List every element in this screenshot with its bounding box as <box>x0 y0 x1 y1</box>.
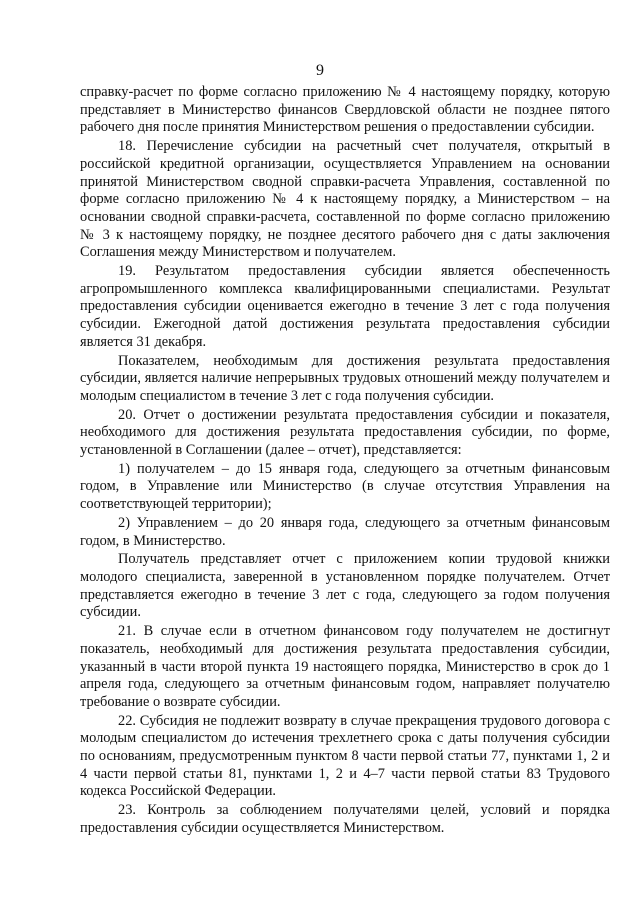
paragraph-18: 18. Перечисление субсидии на расчетный счет получателя, открытый в российской кредитной организации, осуществляется Управлением на основании принятой Министерством сводной справки-расчета Управления, составленной по форме согласно приложению № 4 к настоящему порядку, а Министерством – на основании сводной справки-расчета, составленной по форме согласно приложению № 3 к настоящему порядку, не позднее десятого рабочего дня с даты заключения Соглашения между Министерством и получателем. <box>80 138 610 261</box>
paragraph-22: 22. Субсидия не подлежит возврату в случае прекращения трудового договора с молодым специалистом до истечения трехлетнего срока с даты получения субсидии по основаниям, предусмотренным пунктом 8 части первой статьи 77, пунктами 1, 2 и 4 части первой статьи 81, пунктами 1, 2 и 4–7 части первой статьи 83 Трудового кодекса Российской Федерации. <box>80 712 610 800</box>
paragraph-20-item-1: 1) получателем – до 15 января года, следующего за отчетным финансовым годом, в Управление или Министерство (в случае отсутствия Управления на соответствующей территории); <box>80 460 610 513</box>
page-number: 9 <box>316 62 324 79</box>
paragraph-continuation: справку-расчет по форме согласно приложению № 4 настоящему порядку, которую представляет в Министерство финансов Свердловской области не позднее пятого рабочего дня после принятия Министерством решения о предоставлении субсидии. <box>80 84 610 136</box>
paragraph-indicator: Показателем, необходимым для достижения результата предоставления субсидии, является наличие непрерывных трудовых отношений между получателем и молодым специалистом в течение 3 лет с года получения субсидии. <box>80 352 610 404</box>
paragraph-report: Получатель представляет отчет с приложением копии трудовой книжки молодого специалиста, заверенной в установленном порядке получателем. Отчет представляется ежегодно в течение 3 лет с года, следующего за годом получения субсидии. <box>80 551 610 621</box>
paragraph-20-item-2: 2) Управлением – до 20 января года, следующего за отчетным финансовым годом, в Министерство. <box>80 514 610 549</box>
paragraph-19: 19. Результатом предоставления субсидии является обеспеченность агропромышленного комплекса квалифицированными специалистами. Результат предоставления субсидии оценивается ежегодно в течение 3 лет с года получения субсидии. Ежегодной датой достижения результата предоставления субсидии является 31 декабря. <box>80 263 610 350</box>
paragraph-23: 23. Контроль за соблюдением получателями целей, условий и порядка предоставления субсидии осуществляется Министерством. <box>80 802 610 836</box>
paragraph-21: 21. В случае если в отчетном финансовом году получателем не достигнут показатель, необходимый для достижения результата предоставления субсидии, указанный в части второй пункта 19 настоящего порядка, Министерство в срок до 1 апреля года, следующего за отчетным финансовым годом, направляет получателю требование о возврате субсидии. <box>80 623 610 710</box>
document-body <box>80 84 610 838</box>
paragraph-20: 20. Отчет о достижении результата предоставления субсидии и показателя, необходимого для достижения результата предоставления субсидии, по форме, установленной в Соглашении (далее – отчет), представляется: <box>80 406 610 459</box>
